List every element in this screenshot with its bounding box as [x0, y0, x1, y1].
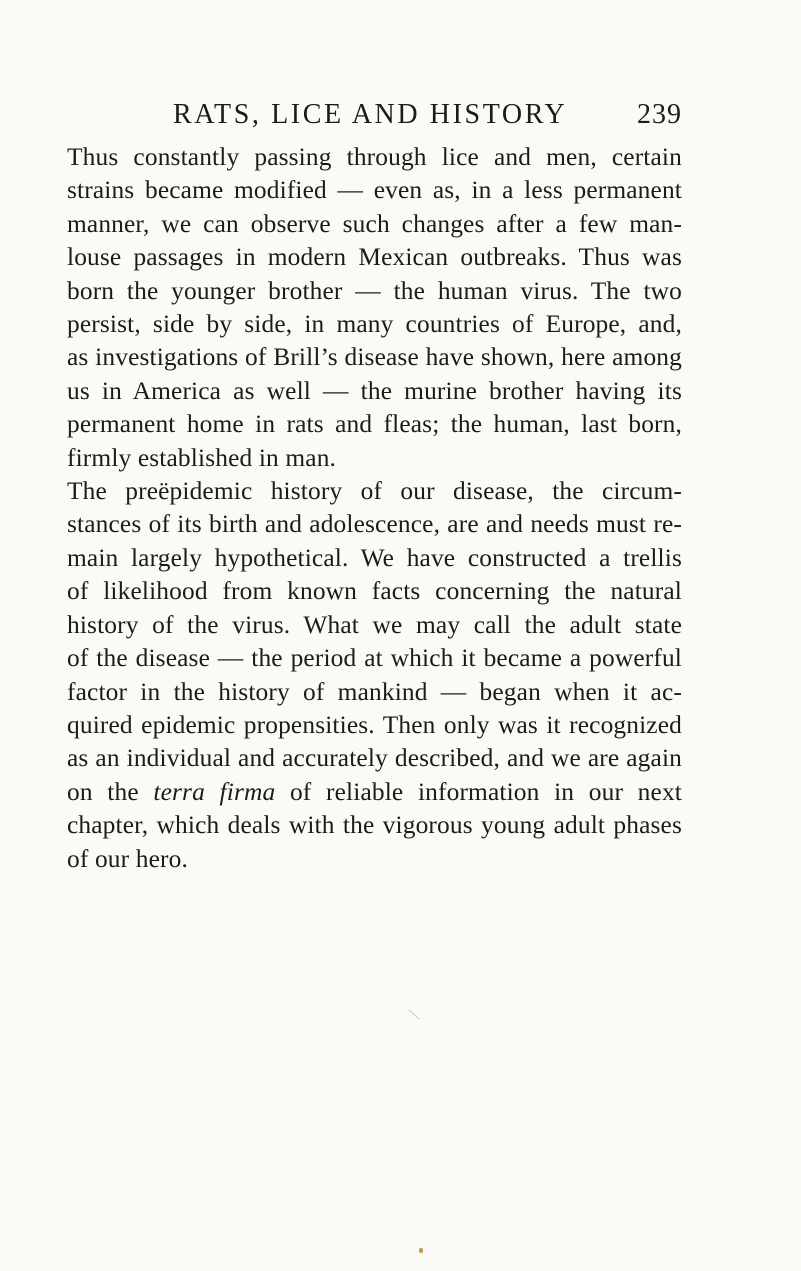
- running-head: [94, 99, 682, 131]
- text-line: of the disease — the period at which it became a powerful: [67, 644, 682, 673]
- body-text: [67, 141, 682, 876]
- ink-speck: [419, 1248, 423, 1253]
- text-line: us in America as well — the murine brother having its: [67, 376, 682, 405]
- paragraph-2: [67, 475, 682, 876]
- text-line: manner, we can observe such changes after a few man-: [67, 209, 682, 238]
- text-line: persist, side by side, in many countries of Europe, and,: [67, 310, 682, 339]
- text-fragment: on the: [67, 777, 154, 806]
- text-line: strains became modified — even as, in a less permanent: [67, 176, 682, 205]
- italic-phrase: terra firma: [153, 777, 276, 806]
- running-title: RATS, LICE AND HISTORY: [173, 99, 568, 130]
- text-line: firmly established in man.: [67, 443, 337, 472]
- text-line: main largely hypothetical. We have constructed a trellis: [67, 543, 682, 572]
- text-line: history of the virus. What we may call the adult state: [67, 610, 682, 639]
- text-line: as an individual and accurately described, and we are again: [67, 744, 682, 773]
- text-line: The preëpidemic history of our disease, the circum-: [67, 477, 682, 506]
- text-line: stances of its birth and adolescence, are and needs must re-: [67, 510, 682, 539]
- text-fragment: of reliable information in our next: [275, 777, 682, 806]
- text-line: factor in the history of mankind — began when it ac-: [67, 677, 682, 706]
- text-line: Thus constantly passing through lice and men, certain: [67, 143, 682, 171]
- paper-mark: [408, 1009, 419, 1019]
- text-line: of our hero.: [67, 844, 188, 873]
- page-number: 239: [637, 99, 682, 130]
- text-line: louse passages in modern Mexican outbreaks. Thus was: [67, 243, 682, 272]
- text-line-with-italic: [67, 776, 682, 809]
- text-line: born the younger brother — the human virus. The two: [67, 276, 682, 305]
- text-line: of likelihood from known facts concerning the natural: [67, 577, 682, 606]
- text-line: quired epidemic propensities. Then only was it recognized: [67, 710, 682, 739]
- paragraph-1: [67, 141, 682, 475]
- text-line: permanent home in rats and fleas; the human, last born,: [67, 410, 682, 439]
- text-line: chapter, which deals with the vigorous young adult phases: [67, 811, 682, 840]
- text-line: as investigations of Brill’s disease have shown, here among: [67, 343, 682, 372]
